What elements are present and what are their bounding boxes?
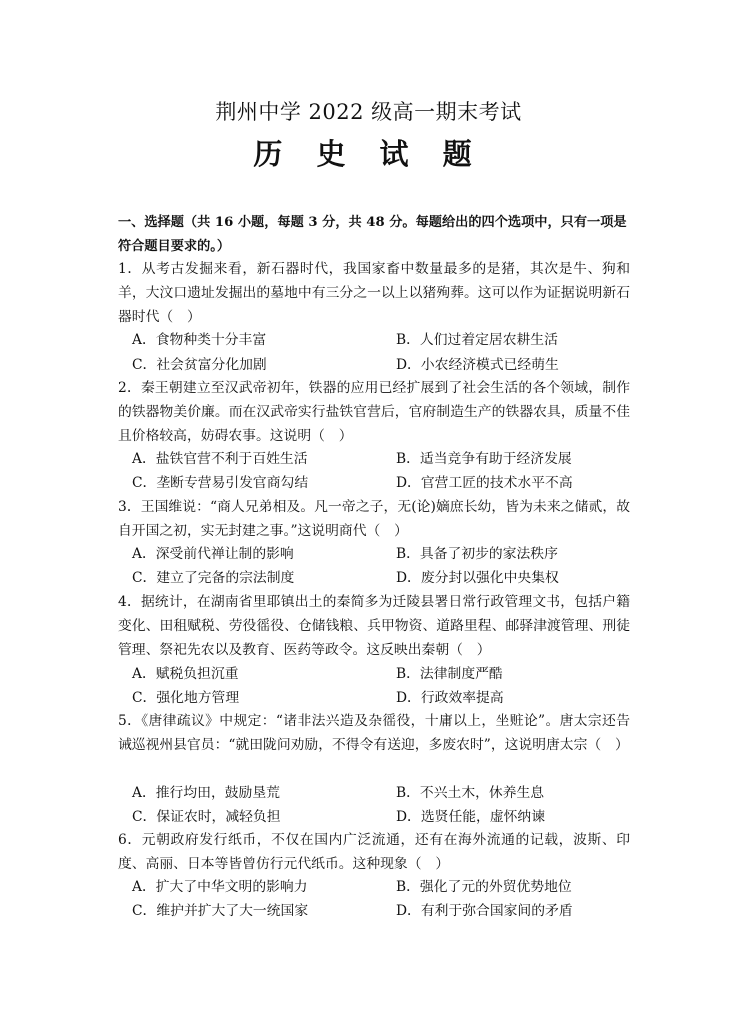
section-heading: 一、选择题（共 16 小题，每题 3 分，共 48 分。每题给出的四个选项中，只有一项是符合题目要求的。）	[118, 215, 627, 254]
question-3-option-d: D．废分封以强化中央集权	[396, 570, 559, 586]
question-3-option-b: B．具备了初步的家法秩序	[396, 546, 558, 562]
school-exam-title: 荆州中学 2022 级高一期末考试	[215, 100, 522, 124]
question-3-stem: 3．王国维说：“商人兄弟相及。凡一帝之子，无(论)嫡庶长幼，皆为未来之储贰，故自开国之初，实无封建之事。”这说明商代（ ）	[118, 499, 630, 539]
question-5-stem: 5．《唐律疏议》中规定：“诸非法兴造及杂徭役，十庸以上，坐赃论”。唐太宗还告诫巡视州县官员：“就田陇问劝励，不得令有送迎，多废农时”，这说明唐太宗（ ）	[118, 713, 630, 753]
question-4-option-c: C．强化地方管理	[132, 690, 240, 706]
question-4-option-d: D．行政效率提高	[396, 690, 504, 706]
question-2-option-c: C．垄断专营易引发官商勾结	[132, 475, 309, 491]
question-3-option-a: A．深受前代禅让制的影响	[132, 546, 294, 562]
question-2-option-d: D．官营工匠的技术水平不高	[396, 475, 573, 491]
question-2-stem: 2．秦王朝建立至汉武帝初年，铁器的应用已经扩展到了社会生活的各个领域，制作的铁器物美价廉。而在汉武帝实行盐铁官营后，官府制造生产的铁器农具，质量不佳且价格较高，妨碍农事。这说明（ ）	[118, 380, 630, 444]
question-5-option-a: A．推行均田，鼓励垦荒	[132, 785, 280, 801]
question-6-option-b: B．强化了元的外贸优势地位	[396, 879, 572, 895]
question-1-stem: 1．从考古发掘来看，新石器时代，我国家畜中数量最多的是猪，其次是牛、狗和羊，大汶口遗址发掘出的墓地中有三分之一以上以猪殉葬。这可以作为证据说明新石器时代（ ）	[118, 261, 630, 325]
question-2-option-b: B．适当竞争有助于经济发展	[396, 451, 572, 467]
question-3-option-c: C．建立了完备的宗法制度	[132, 570, 295, 586]
question-5-option-c: C．保证农时，减轻负担	[132, 809, 281, 825]
question-4-stem: 4．据统计，在湖南省里耶镇出土的秦简多为迁陵县署日常行政管理文书，包括户籍变化、田租赋税、劳役徭役、仓储钱粮、兵甲物资、道路里程、邮驿津渡管理、刑徒管理、祭祀先农以及教育、医药等政令。这反映出秦朝（ ）	[118, 594, 630, 658]
question-1-option-a: A．食物种类十分丰富	[132, 332, 267, 348]
question-4-option-b: B．法律制度严酷	[396, 666, 503, 682]
question-6-stem: 6．元朝政府发行纸币，不仅在国内广泛流通，还有在海外流通的记载，波斯、印度、高丽、日本等皆曾仿行元代纸币。这种现象（ ）	[118, 832, 630, 872]
question-5-option-b: B．不兴土木，休养生息	[396, 785, 545, 801]
question-1-option-b: B．人们过着定居农耕生活	[396, 332, 558, 348]
question-1-option-c: C．社会贫富分化加剧	[132, 357, 267, 373]
subject-title: 历 史 试 题	[253, 137, 484, 171]
question-1-option-d: D．小农经济模式已经萌生	[396, 357, 559, 373]
question-6-option-d: D．有利于弥合国家间的矛盾	[396, 903, 573, 919]
question-4-option-a: A．赋税负担沉重	[132, 666, 239, 682]
question-5-option-d: D．选贤任能，虚怀纳谏	[396, 809, 546, 825]
question-6-option-c: C．维护并扩大了大一统国家	[132, 903, 309, 919]
question-6-option-a: A．扩大了中华文明的影响力	[132, 879, 308, 895]
question-2-option-a: A．盐铁官营不利于百姓生活	[132, 451, 308, 467]
